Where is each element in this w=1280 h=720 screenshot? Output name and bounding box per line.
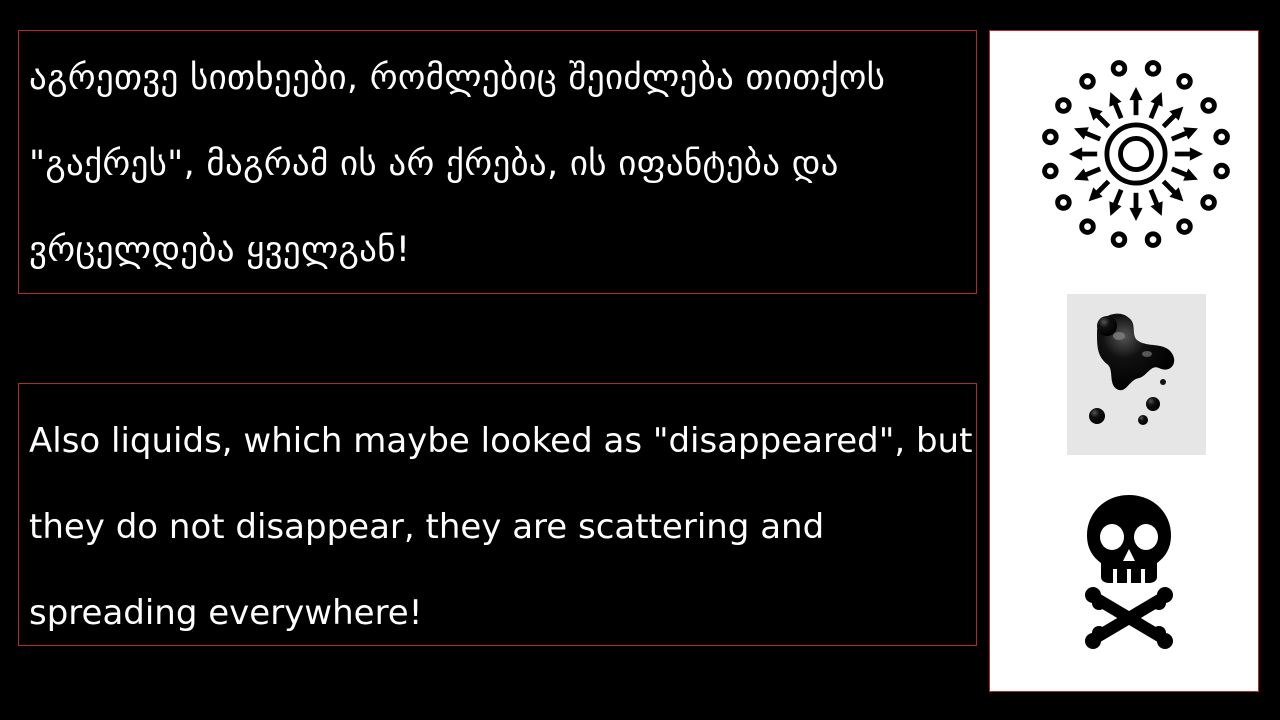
spread-arrow-head <box>1110 93 1121 106</box>
spread-dot <box>1147 63 1159 75</box>
skull-crossbones-icon <box>1079 491 1179 649</box>
radial-spread-icon <box>1039 53 1233 255</box>
icon-panel <box>989 30 1259 692</box>
spread-arrow-head <box>1151 93 1162 106</box>
spread-dot <box>1058 100 1070 112</box>
spread-arrow-head <box>1190 148 1202 160</box>
spread-arrow-head <box>1110 202 1121 215</box>
english-text-box <box>18 383 977 646</box>
spread-arrow-head <box>1130 88 1142 100</box>
spread-dot <box>1113 234 1125 246</box>
spread-dot <box>1082 76 1094 88</box>
spread-dot <box>1179 76 1191 88</box>
spread-dot <box>1203 100 1215 112</box>
georgian-text-box <box>18 30 977 294</box>
english-paragraph: Also liquids, which maybe looked as "disappeared", but they do not disappear, they are scattering and spreading everywhere! <box>29 421 973 633</box>
spread-dot <box>1045 131 1057 143</box>
spread-dot <box>1216 165 1228 177</box>
spread-arrow-head <box>1184 128 1197 139</box>
spread-dot <box>1203 197 1215 209</box>
spread-arrow-head <box>1151 202 1162 215</box>
liquid-splash-image <box>1067 294 1206 455</box>
spread-dot <box>1113 63 1125 75</box>
spread-arrow-head <box>1130 208 1142 220</box>
spread-dot <box>1147 234 1159 246</box>
spread-dot <box>1216 131 1228 143</box>
spread-dot <box>1082 221 1094 233</box>
spread-dot <box>1045 165 1057 177</box>
spread-arrow-head <box>1184 169 1197 180</box>
spread-dot <box>1058 197 1070 209</box>
spread-arrow-head <box>1075 128 1088 139</box>
spread-arrow-head <box>1075 169 1088 180</box>
spread-dot <box>1179 221 1191 233</box>
georgian-paragraph: აგრეთვე სითხეები, რომლებიც შეიძლება თითქოს "გაქრეს", მაგრამ ის არ ქრება, ის იფანტება და ვრცელდება ყველგან! <box>29 58 886 270</box>
spread-arrow-head <box>1070 148 1082 160</box>
